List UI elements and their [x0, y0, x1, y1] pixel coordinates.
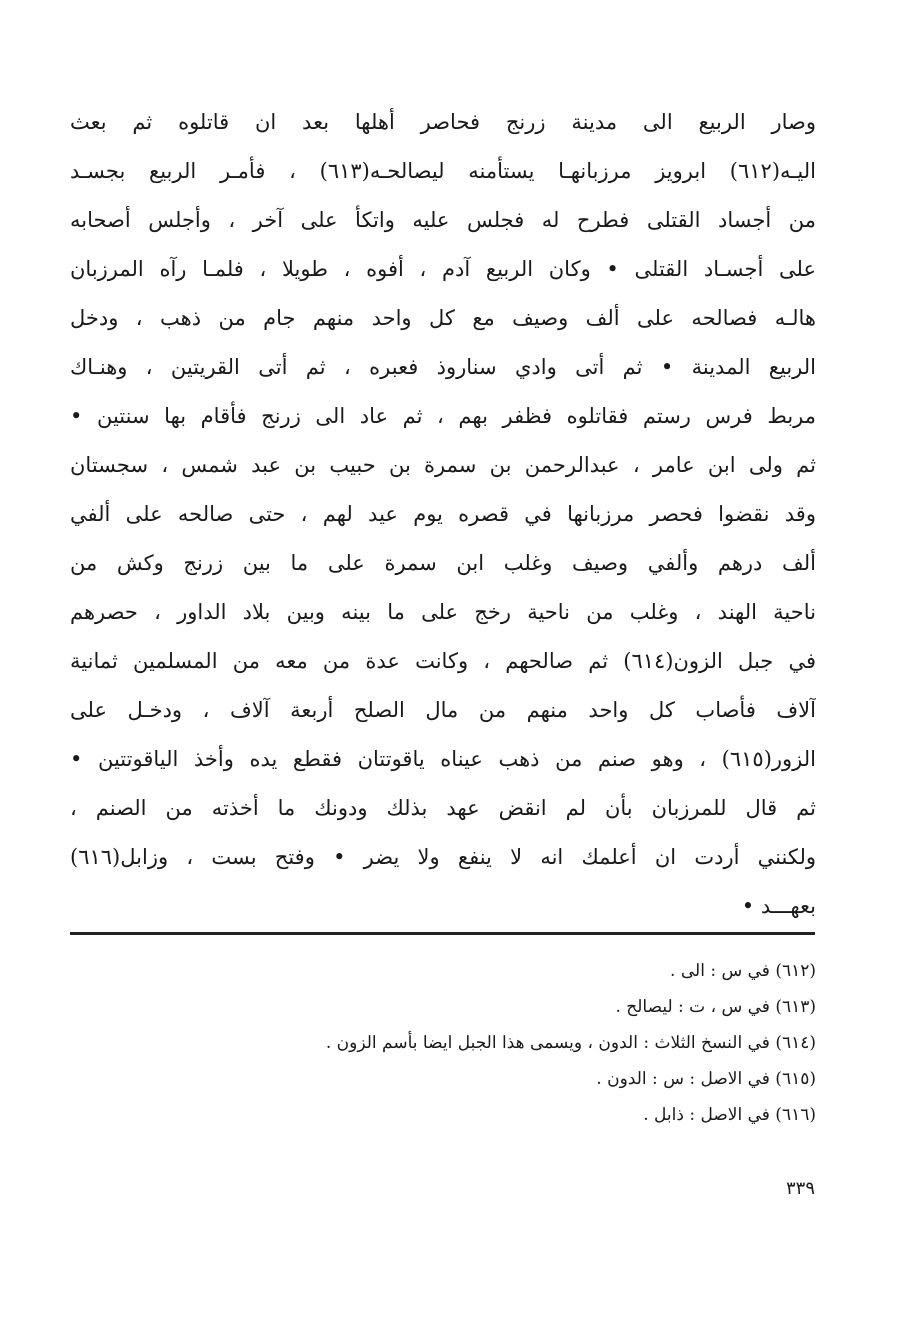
text-line: هالـه فصالحه على ألف وصيف مع كل واحد منهم جام من ذهب ، ودخل: [70, 306, 816, 330]
text-line: اليـه(٦١٢) ابرويز مرزبانهـا يستأمنه ليصالحـه(٦١٣) ، فأمـر الربيع بجسـد: [70, 159, 816, 183]
text-line: آلاف فأصاب كل واحد منهم من مال الصلح أربعة آلاف ، ودخـل على: [70, 698, 816, 722]
text-line: مربط فرس رستم فقاتلوه فظفر بهم ، ثم عاد الى زرنج فأقام بها سنتين •: [70, 404, 816, 428]
text-line: ناحية الهند ، وغلب من ناحية رخج على ما بينه وبين بلاد الداور ، حصرهم: [70, 600, 816, 624]
page-number: ٣٣٩: [785, 1178, 815, 1199]
footnote-616: (٦١٦) في الاصل : ذابل .: [643, 1105, 816, 1125]
text-line: الربيع المدينة • ثم أتى وادي سناروذ فعبره ، ثم أتى القريتين ، وهنـاك: [70, 355, 816, 379]
text-line: من أجساد القتلى فطرح له فجلس عليه واتكأ على آخر ، وأجلس أصحابه: [70, 208, 816, 232]
text-line: على أجسـاد القتلى • وكان الربيع آدم ، أفوه ، طويلا ، فلمـا رآه المرزبان: [70, 257, 816, 281]
text-line: وقد نقضوا فحصر مرزبانها في قصره يوم عيد لهم ، حتى صالحه على ألفي: [70, 502, 816, 526]
text-line: وصار الربيع الى مدينة زرنج فحاصر أهلها بعد ان قاتلوه ثم بعث: [70, 110, 816, 134]
footnotes: [70, 953, 816, 1133]
footnote-613: (٦١٣) في س ، ت : ليصالح .: [615, 997, 816, 1017]
footnote-614: (٦١٤) في النسخ الثلاث : الدون ، ويسمى هذا الجبل ايضا بأسم الزون .: [325, 1033, 816, 1053]
text-line: في جبل الزون(٦١٤) ثم صالحهم ، وكانت عدة من معه من المسلمين ثمانية: [70, 649, 816, 673]
text-line: ثم ولى ابن عامر ، عبدالرحمن بن سمرة بن حبيب بن عبد شمس ، سجستان: [70, 453, 816, 477]
main-text: [70, 98, 816, 931]
text-line: ثم قال للمرزبان بأن لم انقض عهد بذلك ودونك ما أخذته من الصنم ،: [70, 796, 816, 820]
text-line: بعهـــد •: [741, 894, 816, 918]
text-line: الزور(٦١٥) ، وهو صنم من ذهب عيناه ياقوتتان فقطع يده وأخذ الياقوتتين •: [70, 747, 816, 771]
footnote-612: (٦١٢) في س : الى .: [670, 961, 816, 981]
text-line: ولكنني أردت ان أعلمك انه لا ينفع ولا يضر • وفتح بست ، وزابل(٦١٦): [70, 845, 816, 869]
footnote-divider: [70, 932, 815, 935]
text-line: ألف درهم وألفي وصيف وغلب ابن سمرة على ما بين زرنج وكش من: [70, 551, 816, 575]
footnote-615: (٦١٥) في الاصل : س : الدون .: [596, 1069, 816, 1089]
